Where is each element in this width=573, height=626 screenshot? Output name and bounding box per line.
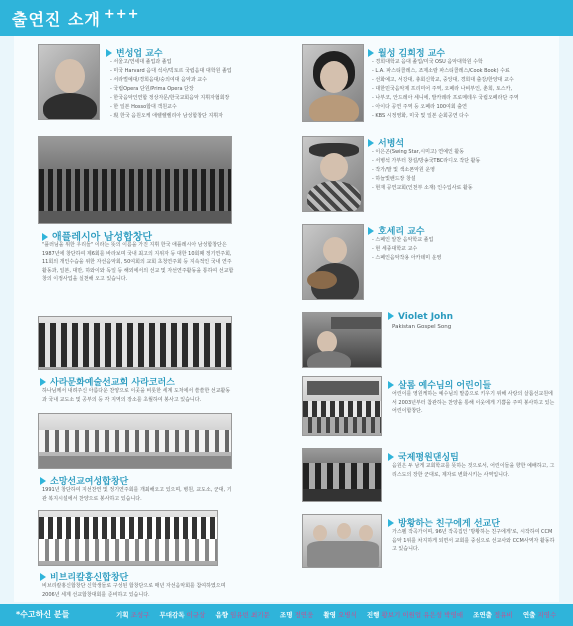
credits-list [108, 610, 556, 619]
photo-violet-john [302, 312, 382, 368]
photo-sarang-chorus [38, 316, 232, 370]
performer-name-seo: 서병석 [368, 136, 404, 149]
credits-heading: *수고하신 분들 [16, 610, 70, 619]
credits-footer [0, 604, 573, 626]
bio-item: - 작가/말 및 색소폰악원 운영 [372, 166, 558, 175]
bio-item: - 미국 Harvard 음대 석사/빅토르 국립음대 대학원 졸업 [110, 67, 286, 76]
bio-item: - 현 세종대학교 교수 [372, 245, 558, 254]
photo-alleluia-choir [38, 136, 232, 224]
violet-subtitle: Pakistan Gospel Song [392, 324, 452, 330]
bio-list-seo [372, 148, 558, 193]
bio-item: - 경희대학교 음대 졸업/미국 OSU 음악대학원 수학 [372, 58, 558, 67]
bio-item: - 나부코, 안드레아 세니에, 발카레라 프로메테우 국립오페라단 주역 [372, 94, 558, 103]
group-description-alleluia: "플러님을 위한 우리들" 이라는 뜻의 이름을 가진 지휘 한국 애플레시아 남성합창단은 1987년에 창단하여 제6회를 바라보며 국내 최고의 지위자 등 대한 10회째 정기연주회, 11회의 개인수습을 위한 자선음악회, 50여회의 교회 초청연주회 등 지속적인 국내 연주활동과, 일본, 대만, 하와이와 독일 등 해외에서의 선교 및 자선연주활동을 통하여 선교합창의 이정사업을 실천해 오고 있습니다. [42, 242, 234, 282]
page-title: 출연진 소개 +++ [12, 7, 140, 29]
photo-sopung-choir [38, 413, 232, 469]
credit-role: 조연출 [473, 611, 492, 619]
bio-item: - KBS 시정영화, 미국 및 일본 순회공연 다수 [372, 112, 558, 121]
credit-role: 음향 [215, 611, 229, 619]
bio-item: - 스페인음악작용 아카데미 운영 [372, 254, 558, 263]
title-plus-mark: +++ [103, 7, 140, 22]
group-description-dance: 음원은 두 남게 교회학교를 뜻하는 것으로서, 어린이들을 향한 예배하고, 그리스도의 장한 군대로, 제자로 변화시키는 사역입니다. [392, 463, 555, 478]
group-name-bibu: 비브리칼홍신합창단 [40, 570, 128, 583]
bio-item: - 한 일본 Hosso합대 객원교수 [110, 103, 286, 112]
portrait-seo [302, 136, 364, 212]
bio-list-byun [110, 58, 286, 121]
bio-item: - 선화예고, 서강대, 총회신학교, 중앙대, 경희대 출강/한양대 교수 [372, 76, 558, 85]
bio-item: - 서라벌예대/경희음대/숭의여대 음악과 교수 [110, 76, 286, 85]
credit-person: 정유비 [493, 611, 513, 619]
credit-role: 연출 [522, 611, 536, 619]
credit-person: 임유빈 최기문 [230, 611, 270, 619]
bio-item: - 스페인 알찬 음악학교 졸업 [372, 236, 558, 245]
credit-role: 촬영 [323, 611, 336, 619]
bio-list-kim [372, 58, 558, 121]
group-description-bibu: 비브리칼홍신합창단 신학생들로 구성된 합창단으로 매년 자선음악회를 참여하였으며 2006년 세계 선교합창대회를 준비하고 있습니다. [42, 583, 226, 598]
photo-children-choir [302, 376, 382, 436]
credit-person: 조성구 [130, 611, 150, 619]
credit-person: 황보기 이원업 유은성 박영애 [381, 611, 463, 619]
credit-person: 지영수 [537, 611, 557, 619]
credit-role: 무대감독 [159, 611, 185, 619]
photo-dance-team [302, 448, 382, 502]
bio-item: - L.A. 파스티콜레스, 조제소랄 파스티콜레스/Cook Book) 수료 [372, 67, 558, 76]
credit-person: 이규상 [186, 611, 206, 619]
group-description-sopung: 1991년 창단하여 지선찬연 및 정기연주회를 개최해오고 있으며, 병원, 교도소, 군대, 기관 복지시설에서 찬양으로 봉사하고 있습니다. [42, 487, 232, 502]
group-description-children: 어린이를 영원케하는 예수님의 말씀으로 키우기 위해 사랑의 살롬선교원에서 2003년부터 참관하는 찬양을 통해 이웃에게 기쁨을 주며 봉사하고 있는 어린이합창단. [392, 391, 555, 414]
group-name-children: 살롬 예수님의 어린이들 [388, 378, 491, 391]
group-name-sarang: 사라문화예술선교회 사라코러스 [40, 375, 175, 388]
performer-name-byun: 변성업 교수 [106, 46, 163, 59]
portrait-byun [38, 44, 100, 120]
bio-item: - 하늘빛밴드장 창설 [372, 175, 558, 184]
page-header [0, 0, 573, 36]
bio-item: - 現 한국 음원오케 애렐렐렐리아 남성합창단 지휘자 [110, 112, 286, 121]
credit-role: 조명 [279, 611, 293, 619]
bio-item: - 이은곤(Swing Star,시미고) 연예인 활동 [372, 148, 558, 157]
bio-item: - 서병석 가부터 창설/방송국TBC라디오 작단 활동 [372, 157, 558, 166]
bio-item: - 현재 공연교회(인천부 소재) 인수입사로 활동 [372, 184, 558, 193]
credit-person: 정연웅 [294, 611, 314, 619]
photo-bibu-choir [38, 510, 218, 566]
group-name-alleluia: 애플레시아 남성합창단 [42, 228, 152, 243]
credit-role: 진행 [366, 611, 380, 619]
portrait-ho [302, 224, 364, 300]
group-name-dance: 국제평원댄싱팀 [388, 450, 459, 463]
bio-item: - 아이다 공연 주역 등 오페라 100여회 출연 [372, 103, 558, 112]
performer-name-kim: 월성 김희정 교수 [368, 46, 445, 59]
bio-item: - 국립Opera 단원/Prima Opera 단장 [110, 85, 286, 94]
bio-item: - 한국음악인연합 정상자문/한국교회음악 지휘자협회장 [110, 94, 286, 103]
performer-name-violet: Violet John [388, 312, 453, 322]
performer-name-ho: 호세리 교수 [368, 224, 425, 237]
photo-visiting-mission [302, 514, 382, 568]
portrait-kim [302, 44, 364, 122]
group-description-sarang: 하나님께서 내려주신 아름다운 찬양으로 이곳을 비롯한 세계 도처에서 쓸쓸한 선교활동과 국내 교도소 및 공부의 등 각 지역의 장소를 초월하여 봉사고 있습니다. [42, 388, 231, 403]
group-name-visiting: 방황하는 친구에게 선교단 [388, 516, 500, 529]
bio-item: - 대한민국음악제 프리미어 주역, 오페라 나비부인, 춘희, 토스카, [372, 85, 558, 94]
bio-item: - 서울고/연세대 졸업과 졸업 [110, 58, 286, 67]
bio-list-ho [372, 236, 558, 263]
group-name-sopung: 소망선교여성합창단 [40, 474, 128, 487]
credit-role: 기획 [116, 611, 129, 619]
group-description-visiting: 가스펠 작곡가이며, 96년 작곡집인 '방황하는 친구에게'로, 시작하여 CCM음악 1위를 차지하게 되면서 교회를 중심으로 선교사와 CCM사역자 활동하고 있습니다. [392, 529, 555, 552]
credit-person: 오병식 [337, 611, 357, 619]
